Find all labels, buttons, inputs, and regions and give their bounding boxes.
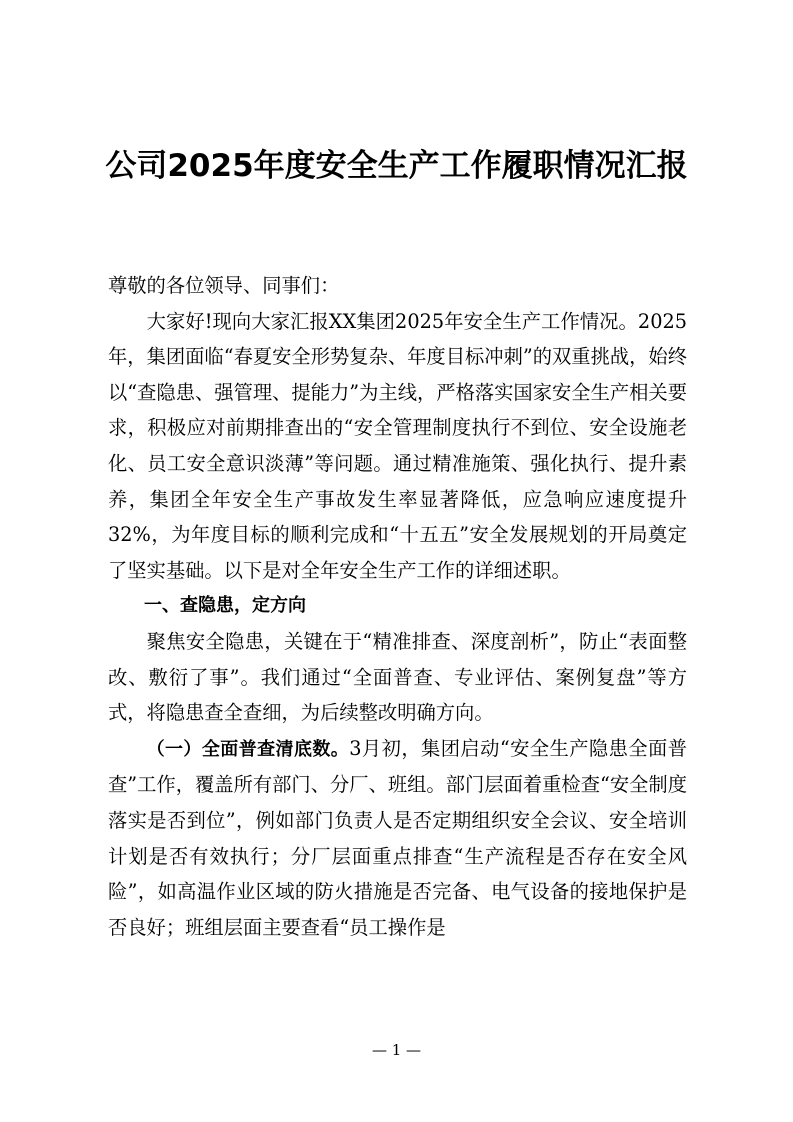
page-number: — 1 — [371,1041,422,1059]
document-title: 公司2025年度安全生产工作履职情况汇报 [105,148,688,184]
document-body [108,268,687,945]
intro-paragraph: 大家好!现向大家汇报XX集团2025年安全生产工作情况。2025年，集团面临“春夏安全形势复杂、年度目标冲刺”的双重挑战，始终以“查隐患、强管理、提能力”为主线，严格落实国家安全生产相关要求，积极应对前期排查出的“安全管理制度执行不到位、安全设施老化、员工安全意识淡薄”等问题。通过精准施策、强化执行、提升素养，集团全年安全生产事故发生率显著降低，应急响应速度提升32%，为年度目标的顺利完成和“十五五”安全发展规划的开局奠定了坚实基础。以下是对全年安全生产工作的详细述职。 [108,309,687,582]
subsection-heading: （一）全面普查清底数。 [146,738,350,760]
section-paragraph: 聚焦安全隐患，关键在于“精准排查、深度剖析”，防止“表面整改、敷衍了事”。我们通过“全面普查、专业评估、案例复盘”等方式，将隐患查全查细，为后续整改明确方向。 [108,629,687,725]
section-heading: 一、查隐患，定方向 [144,595,306,617]
subsection-paragraph [108,731,687,946]
subsection-text: 3月初，集团启动“安全生产隐患全面普查”工作，覆盖所有部门、分厂、班组。部门层面着重检查“安全制度落实是否到位”，例如部门负责人是否定期组织安全会议、安全培训计划是否有效执行；分厂层面重点排查“生产流程是否存在安全风险”，如高温作业区域的防火措施是否完备、电气设备的接地保护是否良好；班组层面主要查看“员工操作是 [108,736,688,939]
salutation: 尊敬的各位领导、同事们： [108,274,340,297]
